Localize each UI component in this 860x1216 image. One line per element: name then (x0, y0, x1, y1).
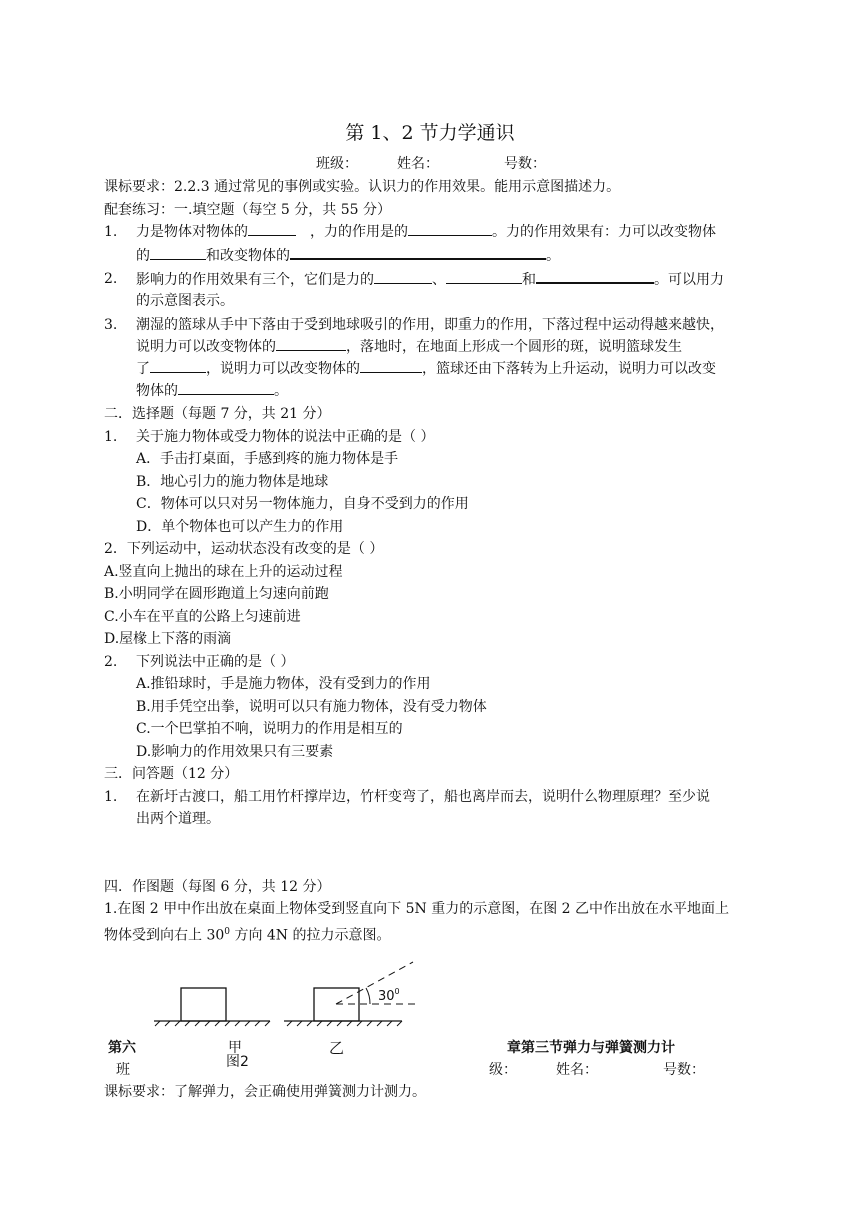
option-b[interactable]: B.小明同学在圆形跑道上匀速向前跑 (104, 586, 329, 602)
option-d[interactable]: D．单个物体也可以产生力的作用 (136, 519, 344, 535)
fill-question-1-line1 (136, 221, 716, 243)
option-c[interactable]: C.小车在平直的公路上匀速前进 (104, 609, 301, 625)
fill-question-2-line2: 的示意图表示。 (136, 293, 234, 309)
question-text: 和 (522, 272, 536, 288)
question-text: 。 (274, 383, 288, 399)
drawing-question-line1: 1.在图 2 甲中作出放在桌面上物体受到竖直向下 5N 重力的示意图，在图 2 乙中作出放在水平地面上 (104, 901, 730, 917)
section-drawing-heading: 四．作图题（每图 6 分，共 12 分） (104, 879, 331, 895)
curriculum-standard-2: 课标要求：了解弹力，会正确使用弹簧测力计测力。 (104, 1084, 426, 1100)
answer-blank[interactable] (374, 269, 432, 284)
fill-question-1 (104, 221, 117, 243)
pull-direction-line (336, 962, 413, 1004)
fill-question-1-line2 (136, 244, 560, 267)
question-text: 、 (432, 272, 446, 288)
drawing-question-line2 (104, 921, 391, 947)
answer-blank[interactable] (178, 380, 274, 395)
figure-jia (154, 988, 270, 1026)
section-qa-heading: 三．问答题（12 分） (104, 766, 239, 782)
number-label: 号数： (663, 1062, 705, 1078)
angle-label: $30^0$ (378, 987, 400, 1004)
question-text: 和改变物体的 (206, 248, 290, 264)
figure-yi (284, 962, 415, 1026)
answer-blank[interactable] (150, 245, 206, 260)
name-label: 姓名： (556, 1062, 598, 1078)
question-text: 。 (546, 248, 560, 264)
answer-blank[interactable] (408, 221, 492, 236)
question-text: ，落地时，在地面上形成一个圆形的斑，说明篮球发生 (346, 339, 682, 355)
answer-blank[interactable] (446, 269, 522, 284)
section-fill-heading: 配套练习：一.填空题（每空 5 分，共 55 分） (104, 202, 391, 218)
question-text: 影响力的作用效果有三个，它们是力的 (136, 272, 374, 288)
choice-question-2-stem: 2．下列运动中，运动状态没有改变的是（ ） (104, 541, 384, 557)
fill-question-3-line1: 潮湿的篮球从手中下落由于受到地球吸引的作用，即重力的作用，下落过程中运动得越来越快， (136, 317, 724, 333)
chapter-heading-left: 第六 (108, 1040, 136, 1056)
option-a[interactable]: A.推铅球时，手是施力物体，没有受到力的作用 (136, 676, 431, 692)
question-number: 1. (104, 789, 118, 805)
fill-question-3-line2 (136, 336, 682, 358)
degree-superscript: 0 (224, 927, 230, 937)
number-label: 号数： (504, 156, 546, 172)
option-c[interactable]: C．物体可以只对另一物体施力，自身不受到力的作用 (136, 496, 469, 512)
question-text: 。力的作用效果有：力可以改变物体 (492, 224, 716, 240)
question-text: ，说明力可以改变物体的 (206, 361, 360, 377)
question-number: 2. (104, 271, 118, 287)
qa-question-line1: 在新圩古渡口，船工用竹杆撑岸边，竹杆变弯了，船也离岸而去，说明什么物理原理？至少说 (136, 789, 710, 805)
chapter-heading-right: 章第三节弹力与弹簧测力计 (507, 1040, 675, 1056)
option-d[interactable]: D.屋椽上下落的雨滴 (104, 631, 232, 647)
question-text: 的 (136, 248, 150, 264)
choice-question-3-stem: 下列说法中正确的是（ ） (136, 654, 295, 670)
block-on-table (181, 988, 226, 1021)
figure-label-yi: 乙 (329, 1039, 345, 1057)
answer-blank[interactable] (360, 358, 422, 373)
option-d[interactable]: D.影响力的作用效果只有三要素 (136, 744, 334, 760)
question-text: 物体的 (136, 383, 178, 399)
class-label-fragment: 班 (116, 1062, 130, 1078)
question-number: 3. (104, 317, 118, 333)
class-label: 级： (489, 1062, 517, 1078)
question-text: 物体受到向右上 30 (104, 927, 225, 944)
question-text: 了 (136, 361, 150, 377)
answer-blank[interactable] (150, 358, 206, 373)
angle-arc (366, 988, 370, 1004)
question-text: 说明力可以改变物体的 (136, 339, 276, 355)
option-c[interactable]: C.一个巴掌拍不响，说明力的作用是相互的 (136, 721, 403, 737)
question-text: 力是物体对物体的 (136, 224, 248, 240)
curriculum-standard: 课标要求：2.2.3 通过常见的事例或实验。认识力的作用效果。能用示意图描述力。 (104, 179, 621, 195)
question-number: 1. (104, 224, 118, 240)
fill-question-3-line4 (136, 380, 288, 402)
figure-caption: 图2 (226, 1054, 249, 1070)
answer-blank[interactable] (276, 336, 346, 351)
question-text: ，篮球还由下落转为上升运动，说明力可以改变 (422, 361, 716, 377)
fill-question-3-line3 (136, 358, 716, 380)
fill-question-2-line1 (136, 268, 724, 291)
answer-blank[interactable] (536, 268, 654, 284)
option-a[interactable]: A.竖直向上抛出的球在上升的运动过程 (104, 564, 343, 580)
name-label: 姓名： (397, 156, 439, 172)
question-text: 。可以用力 (654, 272, 724, 288)
figure-label-jia: 甲 (228, 1040, 242, 1056)
option-b[interactable]: B．地心引力的施力物体是地球 (136, 474, 329, 490)
option-b[interactable]: B.用手凭空出拳，说明可以只有施力物体，没有受力物体 (136, 699, 487, 715)
question-text: 方向 4N 的拉力示意图。 (230, 927, 391, 944)
question-number: 2. (104, 654, 118, 670)
class-label: 班级： (316, 156, 358, 172)
section-choice-heading: 二．选择题（每题 7 分，共 21 分） (104, 406, 331, 422)
answer-blank[interactable] (248, 221, 296, 236)
ground-hatching (287, 1021, 402, 1026)
question-text: ，力的作用是的 (310, 224, 408, 240)
option-a[interactable]: A．手击打桌面，手感到疼的施力物体是手 (136, 451, 399, 467)
ground-hatching (155, 1021, 270, 1026)
answer-blank[interactable] (290, 244, 546, 260)
page-title: 第 1、2 节力学通识 (345, 122, 515, 144)
qa-question-line2: 出两个道理。 (136, 811, 220, 827)
choice-question-1-stem: 关于施力物体或受力物体的说法中正确的是（ ） (136, 429, 435, 445)
question-number: 1. (104, 429, 118, 445)
